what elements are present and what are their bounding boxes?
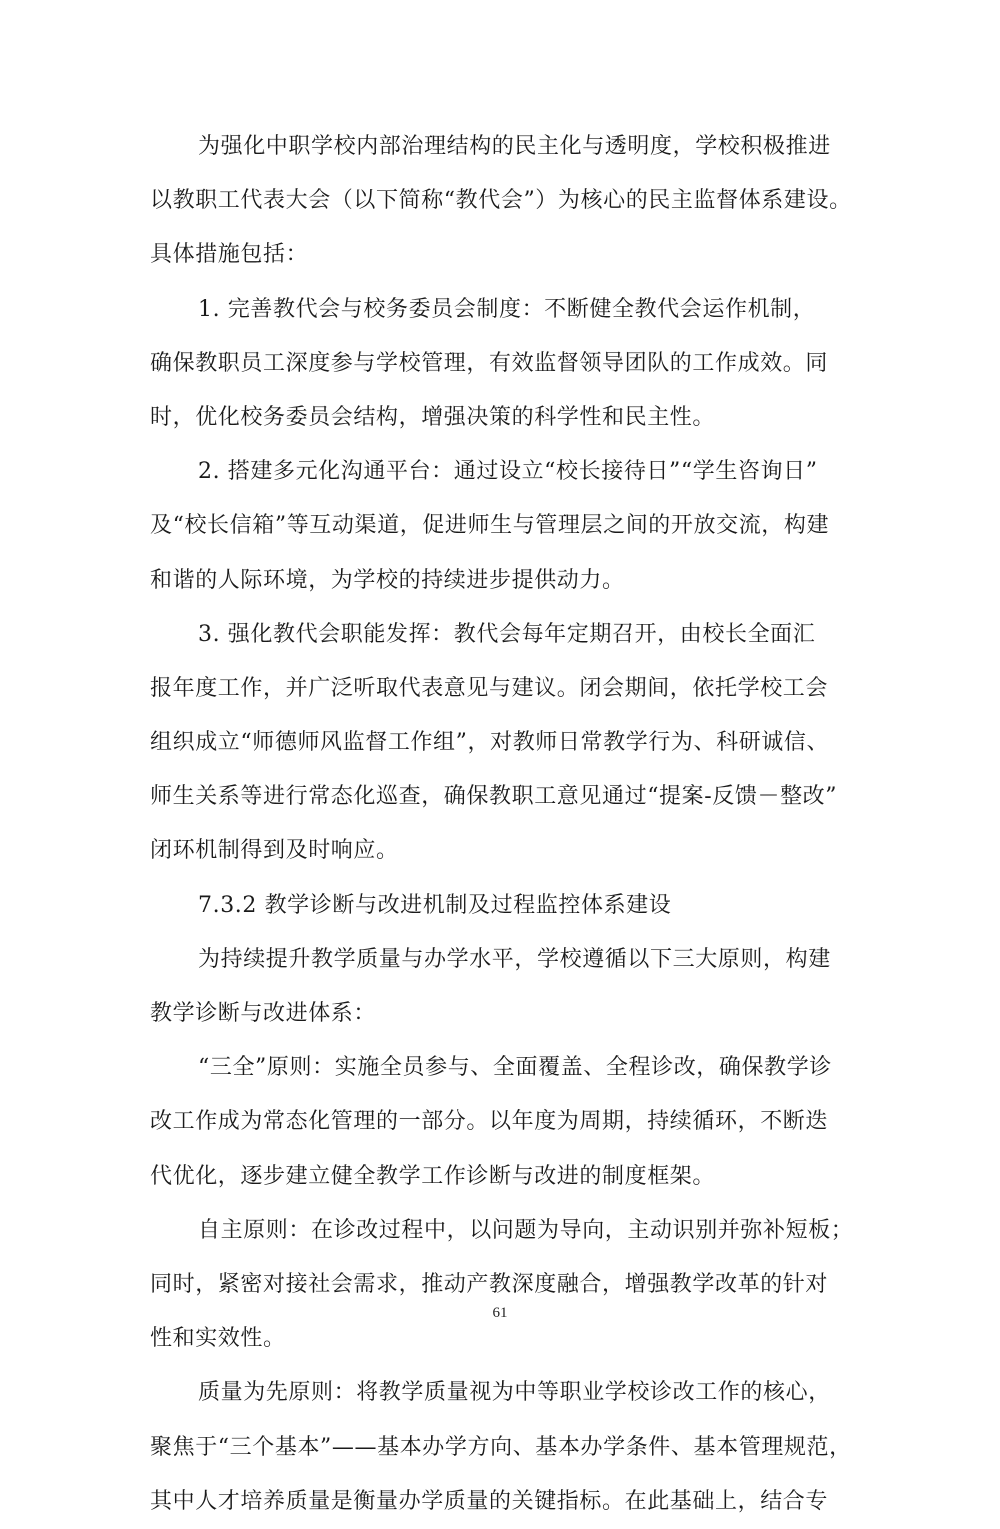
text-line: “三全”原则：实施全员参与、全面覆盖、全程诊改，确保教学诊 bbox=[198, 1055, 832, 1081]
text-line: 时，优化校务委员会结构，增强决策的科学性和民主性。 bbox=[150, 404, 716, 430]
text-line: 为强化中职学校内部治理结构的民主化与透明度，学校积极推进 bbox=[198, 134, 831, 159]
text-line: 组织成立“师德师风监督工作组”，对教师日常教学行为、科研诚信、 bbox=[150, 730, 830, 756]
text-line: 3. 强化教代会职能发挥：教代会每年定期召开，由校长全面汇 bbox=[198, 621, 816, 647]
text-line: 及“校长信箱”等互动渠道，促进师生与管理层之间的开放交流，构建 bbox=[150, 513, 830, 539]
page-number: 61 bbox=[492, 1305, 508, 1321]
text-line: 自主原则：在诊改过程中，以问题为导向，主动识别并弥补短板； bbox=[198, 1217, 854, 1243]
text-line: 聚焦于“三个基本”——基本办学方向、基本办学条件、基本管理规范， bbox=[150, 1434, 852, 1460]
text-line: 确保教职员工深度参与学校管理，有效监督领导团队的工作成效。同 bbox=[150, 350, 829, 376]
text-line: 和谐的人际环境，为学校的持续进步提供动力。 bbox=[150, 567, 625, 593]
text-line: 以教职工代表大会（以下简称“教代会”）为核心的民主监督体系建设。 bbox=[150, 188, 852, 214]
text-line: 教学诊断与改进体系： bbox=[150, 1001, 377, 1026]
text-line: 其中人才培养质量是衡量办学质量的关键指标。在此基础上，结合专 bbox=[150, 1488, 829, 1514]
text-line: 改工作成为常态化管理的一部分。以年度为周期，持续循环，不断迭 bbox=[150, 1109, 829, 1135]
text-line: 师生关系等进行常态化巡查，确保教职工意见通过“提案-反馈－整改” bbox=[150, 784, 838, 810]
text-line: 闭环机制得到及时响应。 bbox=[150, 838, 399, 864]
text-line: 同时，紧密对接社会需求，推动产教深度融合，增强教学改革的针对 bbox=[150, 1271, 829, 1297]
text-line: 质量为先原则：将教学质量视为中等职业学校诊改工作的核心， bbox=[198, 1380, 831, 1406]
text-line: 性和实效性。 bbox=[150, 1326, 286, 1352]
text-line: 代优化，逐步建立健全教学工作诊断与改进的制度框架。 bbox=[150, 1163, 716, 1189]
text-line: 报年度工作，并广泛听取代表意见与建议。闭会期间，依托学校工会 bbox=[150, 675, 829, 701]
text-line: 1. 完善教代会与校务委员会制度：不断健全教代会运作机制， bbox=[198, 296, 816, 322]
text-line: 具体措施包括： bbox=[150, 242, 309, 268]
text-line: 2. 搭建多元化沟通平台：通过设立“校长接待日”“学生咨询日” bbox=[198, 459, 818, 485]
section-heading: 7.3.2 教学诊断与改进机制及过程监控体系建设 bbox=[198, 892, 672, 918]
text-line: 为持续提升教学质量与办学水平，学校遵循以下三大原则，构建 bbox=[198, 946, 831, 972]
